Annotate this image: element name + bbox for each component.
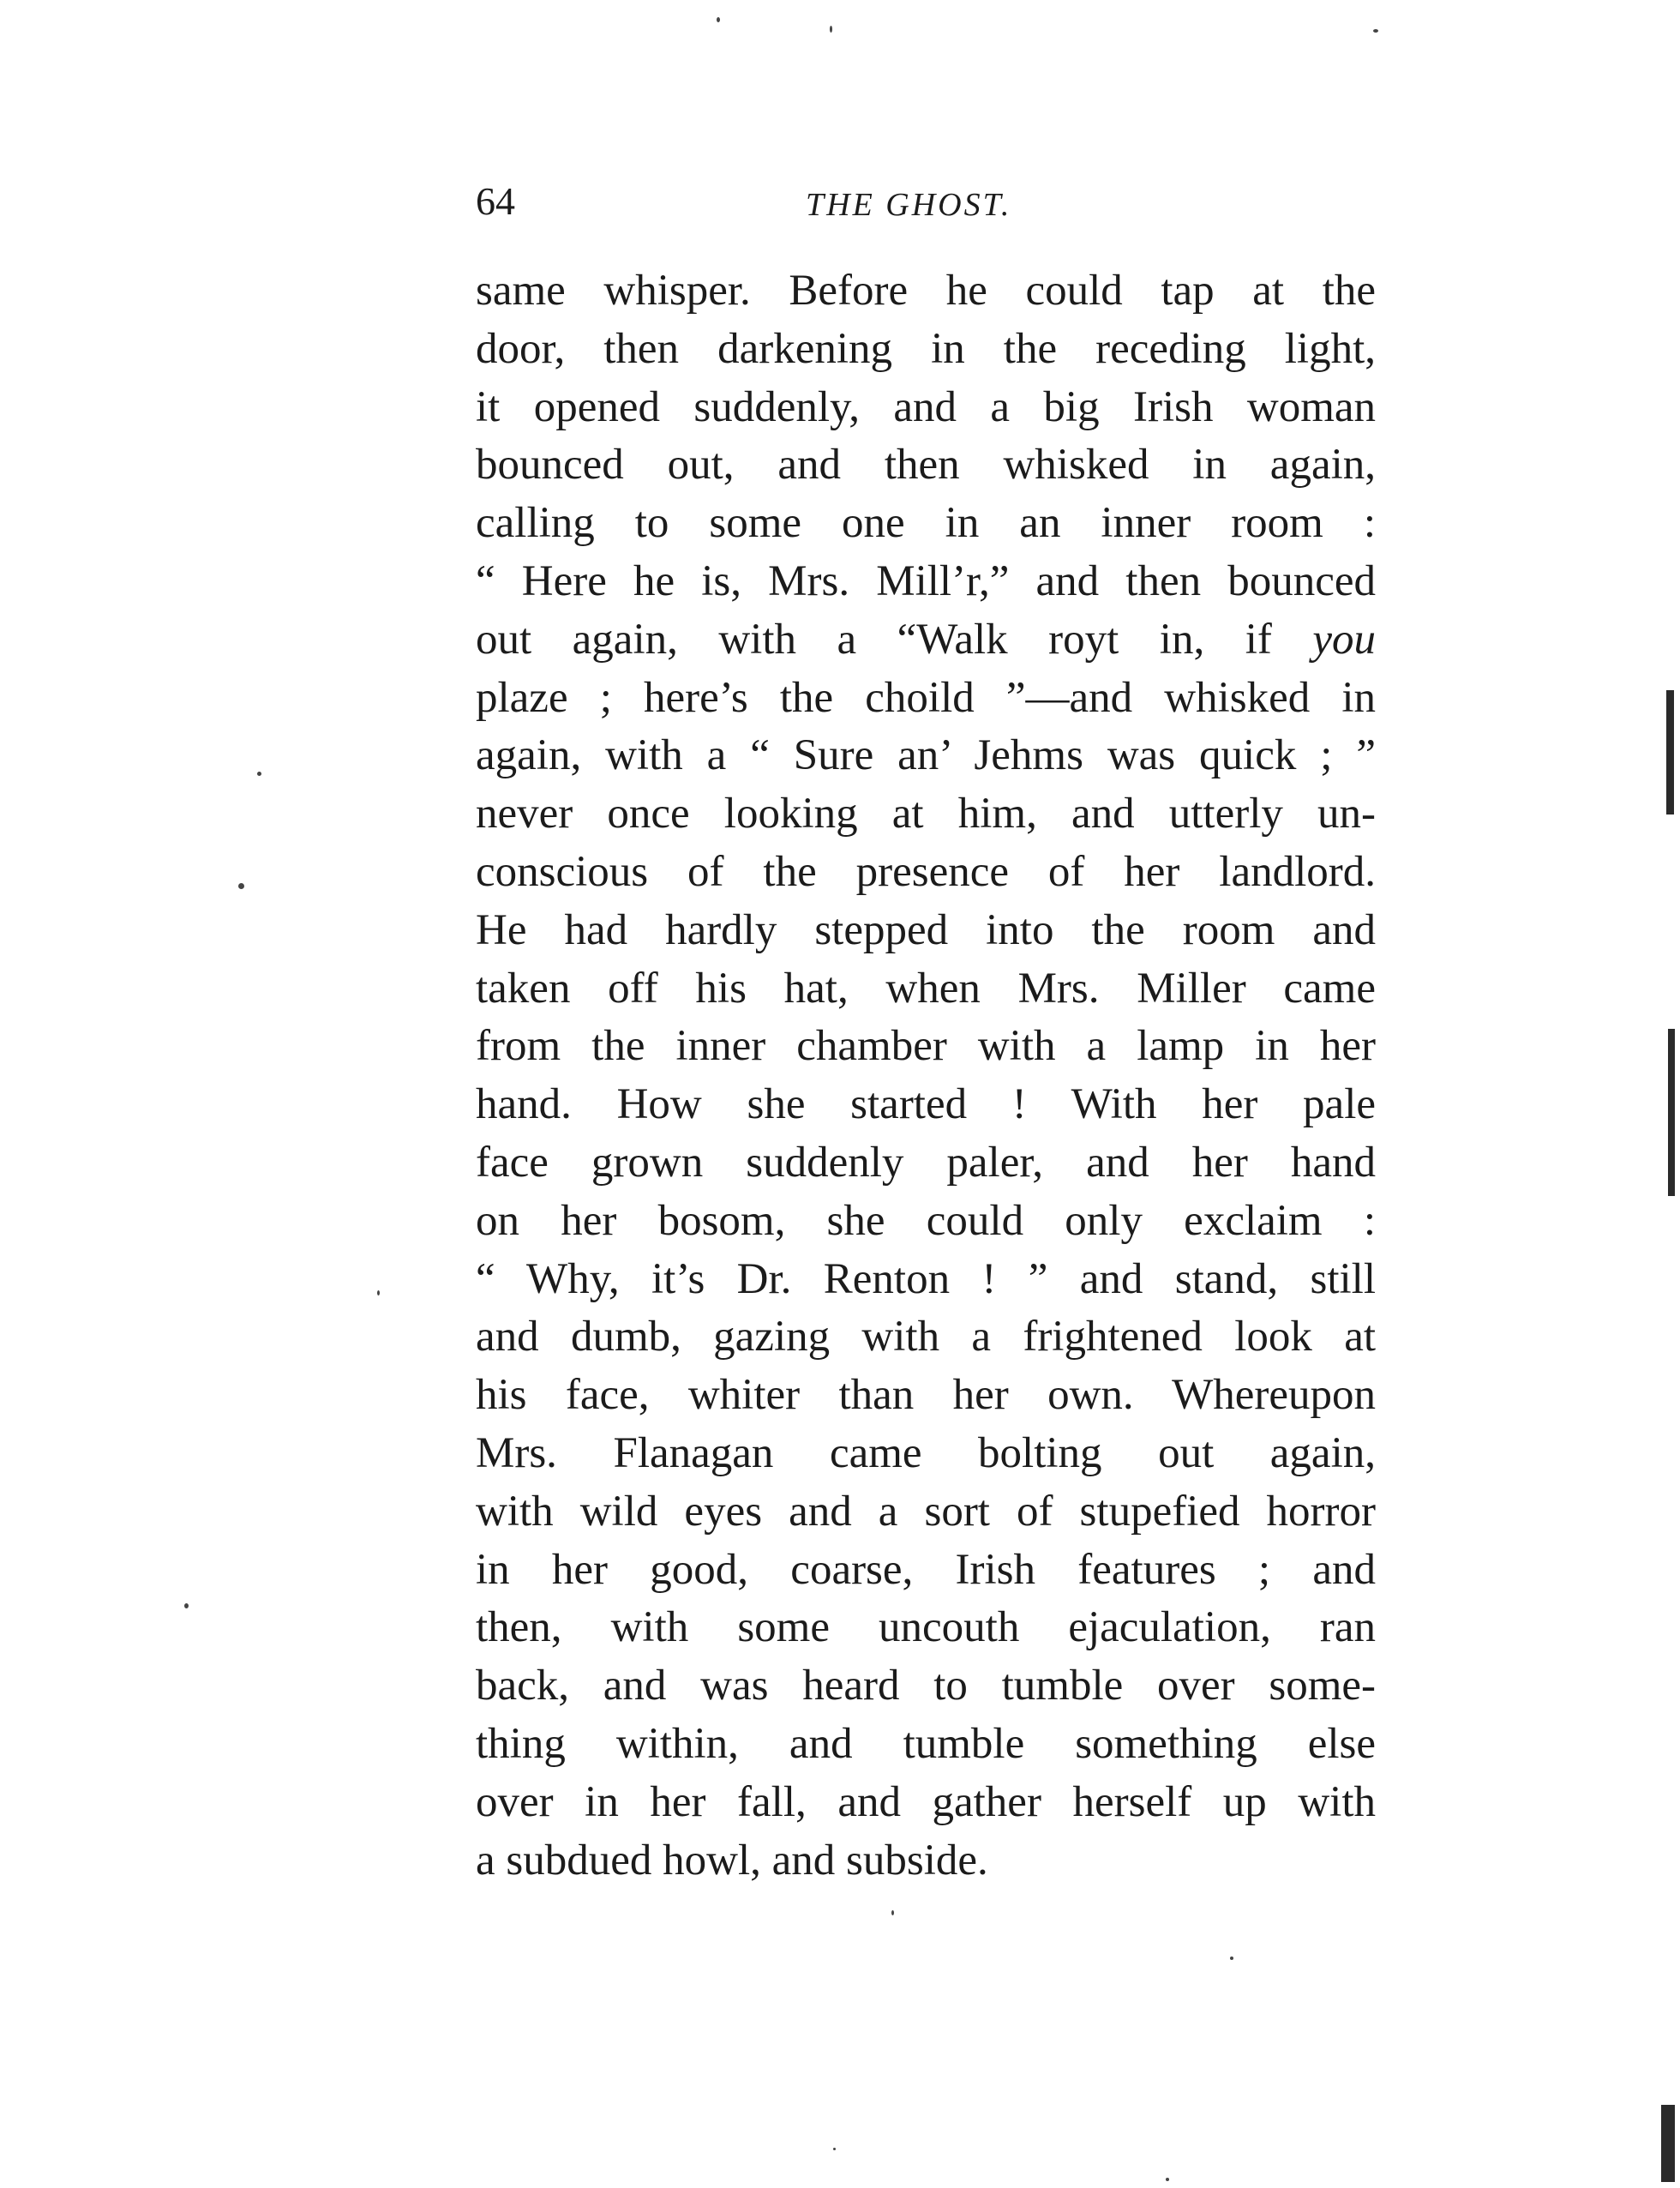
scan-speck [184, 1603, 189, 1608]
scan-speck [1166, 2178, 1169, 2181]
text-line: it opened suddenly, and a big Irish woman [476, 382, 1376, 431]
text-line: bounced out, and then whisked in again, [476, 441, 1376, 490]
text-line: on her bosom, she could only exclaim : [476, 1196, 1376, 1245]
scan-speck [1230, 1957, 1233, 1960]
running-head [476, 176, 1376, 227]
text-line: same whisper. Before he could tap at the [476, 267, 1376, 315]
text-line: over in her fall, and gather herself up with [476, 1777, 1376, 1826]
scan-speck [377, 1290, 380, 1295]
text-line: hand. How she started ! With her pale [476, 1080, 1376, 1129]
text-line: back, and was heard to tumble over some- [476, 1662, 1376, 1710]
text-line: again, with a “ Sure an’ Jehms was quick ; ” [476, 731, 1376, 780]
scan-speck [717, 17, 720, 22]
text-line-with-emphasis [476, 611, 1376, 670]
text-line: then, with some uncouth ejaculation, ran [476, 1603, 1376, 1652]
emphasis-word: you [1312, 615, 1376, 664]
scan-speck [833, 2148, 836, 2150]
text-line-segment: out again, with a “Walk royt in, if [476, 615, 1313, 664]
text-line: face grown suddenly paler, and her hand [476, 1138, 1376, 1187]
scan-speck [830, 26, 832, 33]
scan-speck [891, 1910, 894, 1915]
text-line: never once looking at him, and utterly un- [476, 790, 1376, 839]
text-line: in her good, coarse, Irish features ; and [476, 1545, 1376, 1594]
text-line: He had hardly stepped into the room and [476, 905, 1376, 954]
text-line: calling to some one in an inner room : [476, 499, 1376, 548]
scan-speck [1373, 29, 1378, 33]
text-line: thing within, and tumble something else [476, 1719, 1376, 1768]
page-number: 64 [476, 179, 515, 223]
text-line: from the inner chamber with a lamp in her [476, 1022, 1376, 1071]
text-line: taken off his hat, when Mrs. Miller came [476, 964, 1376, 1013]
scan-speck [257, 772, 261, 776]
scan-edge-mark [1666, 690, 1674, 814]
text-line: with wild eyes and a sort of stupefied horror [476, 1487, 1376, 1536]
scan-edge-mark [1668, 1029, 1675, 1196]
text-line: and dumb, gazing with a frightened look at [476, 1313, 1376, 1361]
text-line-last: a subdued howl, and subside. [476, 1836, 988, 1884]
running-title: THE GHOST. [806, 187, 1012, 223]
text-line: conscious of the presence of her landlord. [476, 847, 1376, 896]
text-line: his face, whiter than her own. Whereupon [476, 1371, 1376, 1420]
text-line: door, then darkening in the receding light, [476, 324, 1376, 373]
text-line: plaze ; here’s the choild ”—and whisked in [476, 673, 1376, 722]
text-line: “ Here he is, Mrs. Mill’r,” and then bounced [476, 556, 1376, 605]
scan-edge-mark [1661, 2105, 1675, 2182]
body-text [476, 262, 1376, 1890]
text-line: Mrs. Flanagan came bolting out again, [476, 1428, 1376, 1477]
text-line: “ Why, it’s Dr. Renton ! ” and stand, still [476, 1254, 1376, 1303]
scan-speck [238, 883, 244, 889]
